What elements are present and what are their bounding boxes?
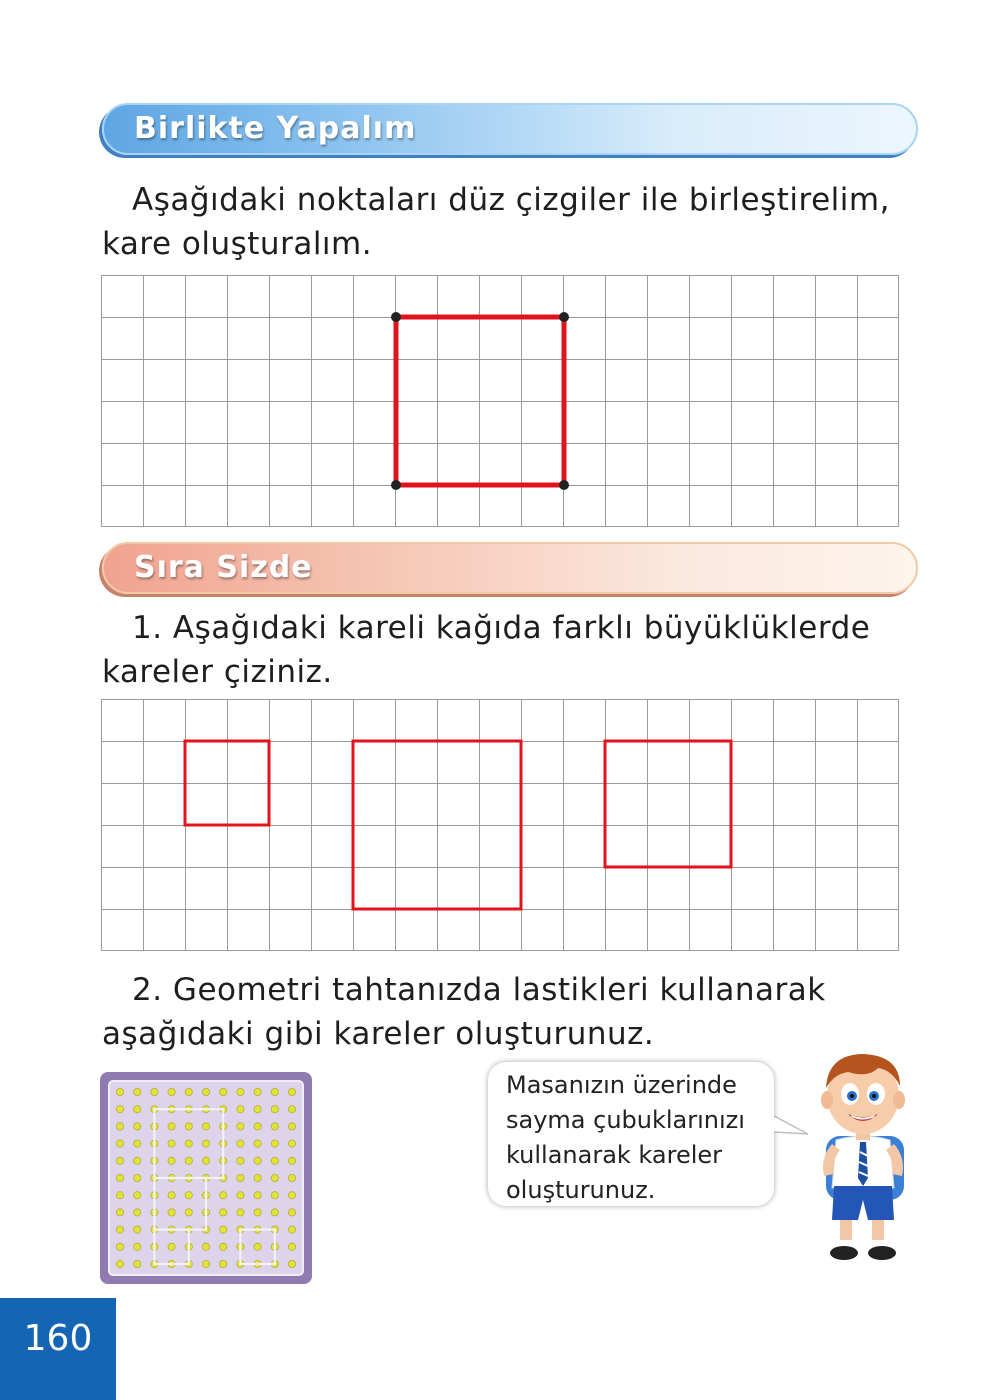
geoboard-peg: [271, 1106, 278, 1113]
geoboard-peg: [116, 1123, 123, 1130]
task-2-line-2: aşağıdaki gibi kareler oluşturunuz.: [102, 1016, 655, 1052]
grid-1-drawing: [101, 275, 899, 527]
geoboard-peg: [220, 1088, 227, 1095]
medium-square: [605, 741, 731, 867]
geoboard-peg: [151, 1088, 158, 1095]
geoboard-peg: [168, 1209, 175, 1216]
geoboard-pegs: [110, 1082, 302, 1274]
geoboard-peg: [134, 1157, 141, 1164]
corner-dot-bottom-left: [391, 480, 401, 490]
geoboard-peg: [168, 1157, 175, 1164]
geoboard-peg: [116, 1260, 123, 1267]
geoboard-peg: [116, 1243, 123, 1250]
geoboard-peg: [202, 1140, 209, 1147]
bubble-line-3: kullanarak kareler: [506, 1141, 723, 1169]
geoboard-peg: [254, 1106, 261, 1113]
geoboard-peg: [116, 1157, 123, 1164]
geoboard-peg: [220, 1192, 227, 1199]
geoboard-peg: [134, 1260, 141, 1267]
geoboard-peg: [237, 1106, 244, 1113]
geoboard-peg: [288, 1226, 295, 1233]
geoboard-peg: [168, 1192, 175, 1199]
geoboard-peg: [220, 1243, 227, 1250]
geoboard-peg: [271, 1123, 278, 1130]
geoboard-peg: [116, 1209, 123, 1216]
geoboard-peg: [168, 1088, 175, 1095]
geoboard-peg: [116, 1174, 123, 1181]
grid-paper-2: [101, 699, 899, 951]
geoboard-peg: [185, 1088, 192, 1095]
geoboard-peg: [288, 1192, 295, 1199]
bubble-line-2: sayma çubuklarınızı: [506, 1106, 745, 1134]
boy-with-backpack-icon: [808, 1048, 918, 1268]
geoboard-peg: [134, 1088, 141, 1095]
instruction-line-1: Aşağıdaki noktaları düz çizgiler ile birleştirelim,: [132, 182, 890, 218]
geoboard-peg: [134, 1243, 141, 1250]
banner-title: Sıra Sizde: [134, 550, 313, 585]
task-1-line-1: 1. Aşağıdaki kareli kağıda farklı büyüklüklerde: [132, 610, 871, 646]
geoboard-peg: [288, 1209, 295, 1216]
joined-square: [396, 317, 564, 485]
geoboard-peg: [271, 1174, 278, 1181]
geoboard-peg: [202, 1157, 209, 1164]
geoboard-peg: [220, 1209, 227, 1216]
geoboard-peg: [288, 1157, 295, 1164]
geoboard-peg: [288, 1088, 295, 1095]
geoboard-surface: [108, 1080, 304, 1276]
geoboard-peg: [254, 1243, 261, 1250]
geoboard-peg: [271, 1140, 278, 1147]
task-2-line-1: 2. Geometri tahtanızda lastikleri kullanarak: [132, 972, 826, 1008]
geoboard-peg: [271, 1209, 278, 1216]
rubber-band-square: [154, 1178, 206, 1230]
banner-title: Birlikte Yapalım: [134, 111, 417, 146]
geoboard-peg: [288, 1123, 295, 1130]
geoboard-peg: [237, 1174, 244, 1181]
geoboard-peg: [134, 1209, 141, 1216]
geoboard-peg: [116, 1106, 123, 1113]
geoboard-peg: [134, 1174, 141, 1181]
geoboard-peg: [288, 1140, 295, 1147]
geoboard-peg: [116, 1140, 123, 1147]
geoboard-peg: [254, 1174, 261, 1181]
geoboard-peg: [288, 1260, 295, 1267]
geoboard-peg: [185, 1123, 192, 1130]
geoboard-icon: [100, 1072, 312, 1284]
geoboard-peg: [237, 1088, 244, 1095]
bubble-line-4: oluşturunuz.: [506, 1176, 656, 1204]
geoboard-peg: [237, 1140, 244, 1147]
geoboard-peg: [237, 1192, 244, 1199]
speech-bubble-tail: [770, 1110, 810, 1140]
geoboard-peg: [220, 1226, 227, 1233]
geoboard-peg: [116, 1192, 123, 1199]
geoboard-peg: [202, 1243, 209, 1250]
geoboard-peg: [271, 1192, 278, 1199]
geoboard-peg: [185, 1209, 192, 1216]
geoboard-peg: [134, 1226, 141, 1233]
task-2-text: [102, 968, 892, 1056]
geoboard-peg: [185, 1140, 192, 1147]
corner-dot-bottom-right: [559, 480, 569, 490]
grid-2-drawing: [101, 699, 899, 951]
geoboard-peg: [185, 1157, 192, 1164]
geoboard-peg: [134, 1106, 141, 1113]
geoboard-peg: [288, 1174, 295, 1181]
grid-paper-1: [101, 275, 899, 527]
birlikte-yapalim-banner: [102, 103, 918, 155]
large-square: [353, 741, 521, 909]
geoboard-peg: [134, 1140, 141, 1147]
geoboard-peg: [254, 1088, 261, 1095]
geoboard-peg: [220, 1260, 227, 1267]
geoboard-peg: [202, 1123, 209, 1130]
geoboard-peg: [168, 1243, 175, 1250]
task-1-line-2: kareler çiziniz.: [102, 654, 333, 690]
geoboard-peg: [168, 1123, 175, 1130]
geoboard-peg: [185, 1192, 192, 1199]
page-number: 160: [23, 1318, 93, 1359]
geoboard-peg: [116, 1226, 123, 1233]
geoboard-peg: [254, 1209, 261, 1216]
geoboard-peg: [237, 1157, 244, 1164]
speech-bubble: [488, 1062, 774, 1206]
corner-dot-top-right: [559, 312, 569, 322]
speech-bubble-text: [506, 1068, 756, 1208]
sira-sizde-banner: [102, 542, 918, 594]
geoboard-peg: [237, 1209, 244, 1216]
instruction-line-2: kare oluşturalım.: [102, 226, 373, 262]
geoboard-peg: [237, 1123, 244, 1130]
page-number-box: [0, 1298, 116, 1400]
geoboard-peg: [254, 1157, 261, 1164]
task-1-text: [102, 606, 892, 694]
corner-dot-top-left: [391, 312, 401, 322]
geoboard-peg: [288, 1106, 295, 1113]
geoboard-peg: [254, 1123, 261, 1130]
instruction-text: [102, 178, 892, 266]
geoboard-peg: [254, 1192, 261, 1199]
geoboard-peg: [271, 1088, 278, 1095]
geoboard-peg: [202, 1088, 209, 1095]
geoboard-peg: [134, 1192, 141, 1199]
geoboard-peg: [202, 1260, 209, 1267]
geoboard-peg: [254, 1140, 261, 1147]
small-square: [185, 741, 269, 825]
geoboard-peg: [271, 1157, 278, 1164]
geoboard-peg: [168, 1140, 175, 1147]
geoboard-peg: [288, 1243, 295, 1250]
geoboard-peg: [116, 1088, 123, 1095]
geoboard-peg: [134, 1123, 141, 1130]
bubble-line-1: Masanızın üzerinde: [506, 1071, 737, 1099]
